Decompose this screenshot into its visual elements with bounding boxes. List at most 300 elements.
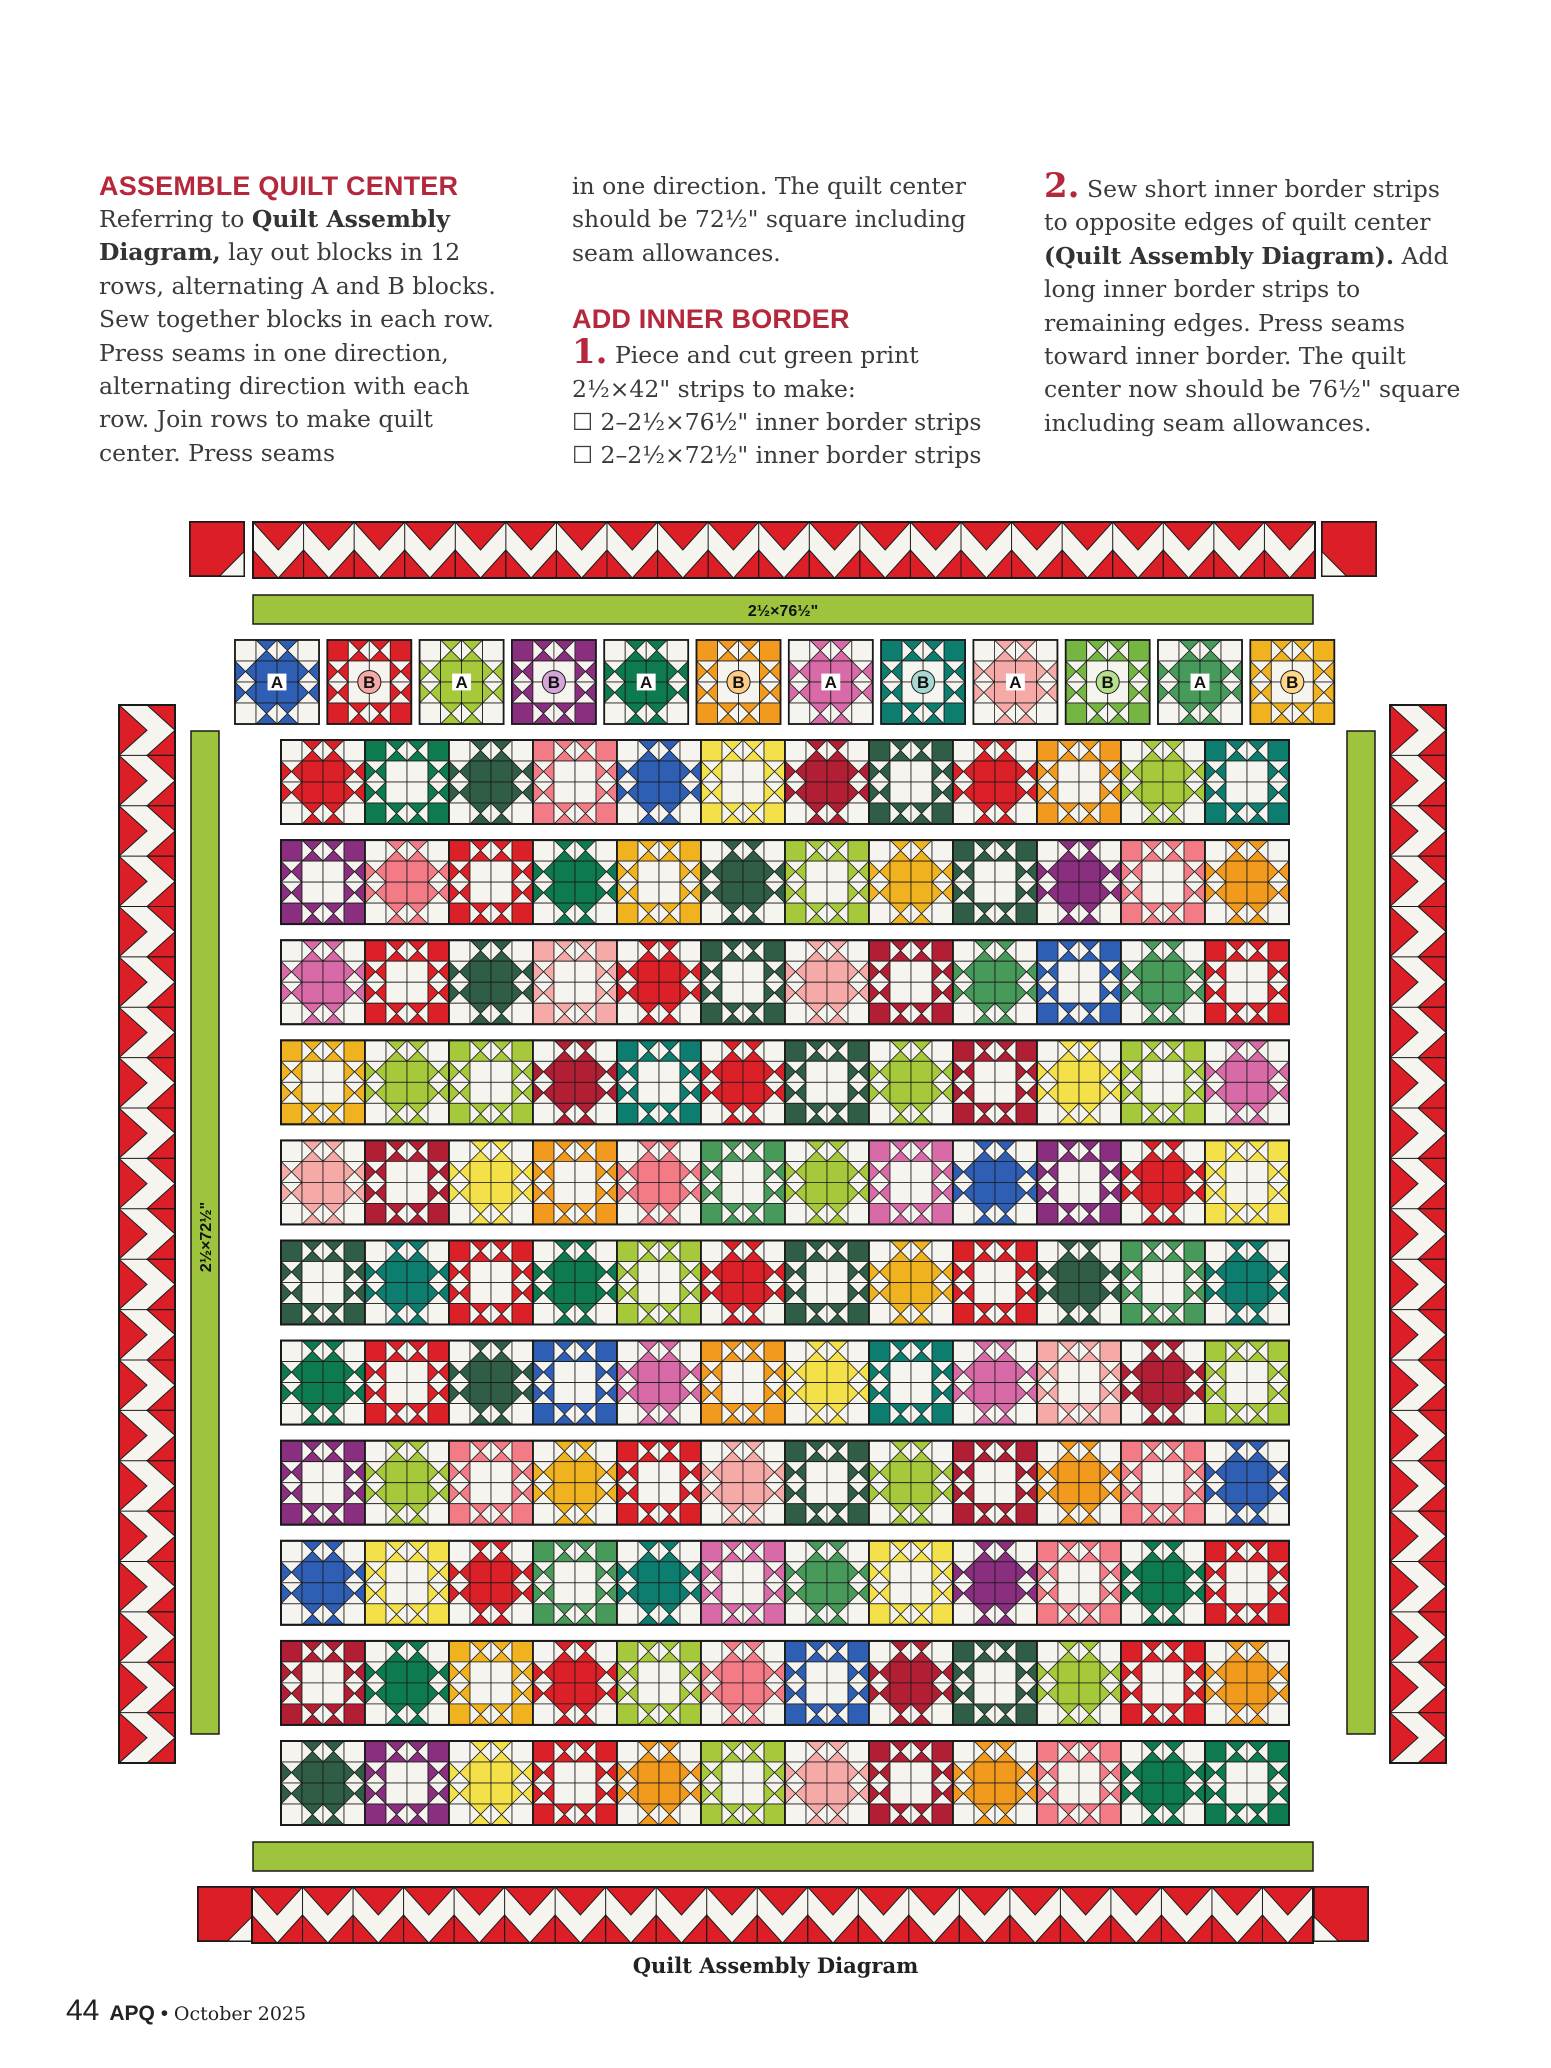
block-corner-patch — [428, 1704, 449, 1725]
block-center-patch — [722, 1082, 743, 1103]
block-corner-patch — [596, 1404, 617, 1425]
block-corner-patch — [281, 1003, 302, 1024]
block-center-patch — [1226, 961, 1247, 982]
block-corner-patch — [428, 1404, 449, 1425]
block-center-patch — [1058, 1182, 1079, 1203]
block-corner-patch — [1100, 1404, 1121, 1425]
block-center-patch — [1142, 1562, 1163, 1583]
block-center-patch — [974, 1262, 995, 1283]
block-corner-patch — [533, 1504, 554, 1525]
block-center-patch — [323, 1583, 344, 1604]
block-corner-patch — [680, 740, 701, 761]
block-center-patch — [1226, 1061, 1247, 1082]
block-center-patch — [1226, 1383, 1247, 1404]
block-center-patch — [1079, 1082, 1100, 1103]
block-center-patch — [1247, 1082, 1268, 1103]
block-corner-patch — [764, 1341, 785, 1362]
block-center-patch — [470, 861, 491, 882]
block-row — [281, 1341, 1289, 1425]
block-center-patch — [1163, 882, 1184, 903]
block-corner-patch — [617, 1404, 638, 1425]
block-center-patch — [806, 782, 827, 803]
block-corner-patch — [1121, 940, 1142, 961]
block-center-patch — [1247, 1182, 1268, 1203]
block-center-patch — [974, 1483, 995, 1504]
block-corner-patch — [1037, 1341, 1058, 1362]
block-center-patch — [1247, 961, 1268, 982]
block-corner-patch — [1037, 940, 1058, 961]
block-center-patch — [407, 1082, 428, 1103]
block-corner-patch — [1268, 940, 1289, 961]
block-center-patch — [1247, 1161, 1268, 1182]
pieced-border-top — [253, 522, 1315, 578]
block-row — [281, 1040, 1289, 1124]
block-center-patch — [386, 1262, 407, 1283]
block-corner-patch — [1205, 1541, 1226, 1562]
block-corner-patch — [1100, 1641, 1121, 1662]
block-corner-patch — [365, 1404, 386, 1425]
block-center-patch — [470, 1362, 491, 1383]
block-corner-patch — [428, 1103, 449, 1124]
block-center-patch — [1163, 1462, 1184, 1483]
block-corner-patch — [1158, 703, 1179, 724]
block-center-patch — [638, 1662, 659, 1683]
block-corner-patch — [785, 1040, 806, 1061]
block-center-patch — [827, 761, 848, 782]
block-center-patch — [890, 1483, 911, 1504]
block-center-patch — [302, 1562, 323, 1583]
block-corner-patch — [680, 1341, 701, 1362]
block-corner-patch — [785, 1140, 806, 1161]
block-corner-patch — [617, 740, 638, 761]
block-center-patch — [1226, 761, 1247, 782]
block-corner-patch — [1184, 1040, 1205, 1061]
block-center-patch — [491, 1283, 512, 1304]
block-center-patch — [491, 861, 512, 882]
block-center-patch — [386, 1362, 407, 1383]
block-center-patch — [743, 1362, 764, 1383]
block-center-patch — [1142, 782, 1163, 803]
block-center-patch — [890, 1362, 911, 1383]
block-corner-patch — [1016, 1641, 1037, 1662]
block-corner-patch — [1016, 1541, 1037, 1562]
block-corner-patch — [512, 1404, 533, 1425]
block-center-patch — [554, 1662, 575, 1683]
block-corner-patch — [764, 1040, 785, 1061]
step-text: Sew short inner border strips to opposite edges of quilt center — [1044, 175, 1440, 237]
block-corner-patch — [701, 1604, 722, 1625]
block-row — [281, 1741, 1289, 1825]
block-corner-patch — [428, 1604, 449, 1625]
block-center-patch — [722, 861, 743, 882]
block-corner-patch — [869, 1040, 890, 1061]
block-center-patch — [974, 1562, 995, 1583]
block-corner-patch — [1016, 1241, 1037, 1262]
block-center-patch — [722, 1262, 743, 1283]
labeled-block-row — [235, 640, 1334, 724]
block-corner-patch — [533, 1241, 554, 1262]
block-corner-patch — [789, 640, 810, 661]
block-center-patch — [386, 1783, 407, 1804]
block-center-patch — [659, 1562, 680, 1583]
block-corner-patch — [235, 703, 256, 724]
block-corner-patch — [365, 1804, 386, 1825]
block-corner-patch — [512, 840, 533, 861]
block-center-patch — [302, 761, 323, 782]
block-center-patch — [323, 1383, 344, 1404]
block-corner-patch — [1016, 1441, 1037, 1462]
block-center-patch — [575, 861, 596, 882]
block-corner-patch — [701, 1003, 722, 1024]
block-center-patch — [302, 1161, 323, 1182]
block-corner-patch — [764, 1441, 785, 1462]
block-center-patch — [743, 1383, 764, 1404]
block-center-patch — [470, 1462, 491, 1483]
block-corner-patch — [785, 803, 806, 824]
block-center-patch — [827, 1683, 848, 1704]
block-corner-patch — [1205, 1441, 1226, 1462]
block-corner-patch — [281, 1441, 302, 1462]
block-corner-patch — [596, 1341, 617, 1362]
block-corner-patch — [701, 1641, 722, 1662]
block-corner-patch — [449, 940, 470, 961]
block-corner-patch — [235, 640, 256, 661]
block-center-patch — [1079, 982, 1100, 1003]
block-center-patch — [659, 761, 680, 782]
block-center-patch — [491, 1082, 512, 1103]
block-corner-patch — [1268, 1441, 1289, 1462]
block-center-patch — [806, 1161, 827, 1182]
block-center-patch — [407, 1483, 428, 1504]
inner-border-strip-bottom — [253, 1842, 1313, 1871]
block-center-patch — [470, 1662, 491, 1683]
heading-add-inner-border: ADD INNER BORDER — [572, 304, 850, 335]
block-corner-patch — [617, 1304, 638, 1325]
block-corner-patch — [365, 1203, 386, 1224]
block-corner-patch — [848, 1441, 869, 1462]
block-corner-patch — [617, 1641, 638, 1662]
block-center-patch — [1247, 761, 1268, 782]
block-center-patch — [1142, 1383, 1163, 1404]
block-corner-patch — [785, 1541, 806, 1562]
block-corner-patch — [1205, 1040, 1226, 1061]
block-label: A — [1193, 673, 1207, 692]
block-center-patch — [1226, 1562, 1247, 1583]
block-center-patch — [974, 1283, 995, 1304]
block-corner-patch — [1205, 1241, 1226, 1262]
block-center-patch — [1079, 882, 1100, 903]
block-corner-patch — [1121, 1103, 1142, 1124]
block-corner-patch — [449, 1103, 470, 1124]
block-corner-patch — [680, 1441, 701, 1462]
block-corner-patch — [617, 1504, 638, 1525]
block-corner-patch — [281, 1704, 302, 1725]
block-corner-patch — [701, 740, 722, 761]
block-center-patch — [386, 1182, 407, 1203]
block-center-patch — [575, 1462, 596, 1483]
block-center-patch — [1058, 961, 1079, 982]
block-corner-patch — [281, 1304, 302, 1325]
block-corner-patch — [1268, 1203, 1289, 1224]
block-center-patch — [974, 1161, 995, 1182]
block-corner-patch — [680, 1404, 701, 1425]
block-center-patch — [827, 961, 848, 982]
block-corner-patch — [617, 1604, 638, 1625]
block-center-patch — [1226, 1662, 1247, 1683]
block-center-patch — [638, 982, 659, 1003]
block-center-patch — [806, 1483, 827, 1504]
block-corner-patch — [1037, 1140, 1058, 1161]
block-center-patch — [1247, 1562, 1268, 1583]
block-corner-patch — [1268, 1103, 1289, 1124]
block-corner-patch — [1100, 1504, 1121, 1525]
block-corner-patch — [1121, 1203, 1142, 1224]
block-corner-patch — [344, 903, 365, 924]
block-corner-patch — [575, 703, 596, 724]
block-center-patch — [806, 1462, 827, 1483]
block-corner-patch — [1129, 640, 1150, 661]
block-corner-patch — [701, 1441, 722, 1462]
block-corner-patch — [596, 1641, 617, 1662]
block-corner-patch — [1100, 1604, 1121, 1625]
block-center-patch — [1226, 1161, 1247, 1182]
block-corner-patch — [785, 1604, 806, 1625]
block-center-patch — [575, 961, 596, 982]
block-center-patch — [890, 1683, 911, 1704]
block-corner-patch — [512, 1504, 533, 1525]
block-center-patch — [659, 1082, 680, 1103]
block-center-patch — [1226, 1262, 1247, 1283]
block-center-patch — [995, 1061, 1016, 1082]
block-label: A — [824, 673, 837, 692]
block-center-patch — [890, 1562, 911, 1583]
block-center-patch — [995, 982, 1016, 1003]
bold-reference: (Quilt Assembly Diagram). — [1044, 241, 1395, 270]
block-corner-patch — [1066, 703, 1087, 724]
pieced-border-left — [119, 705, 175, 1763]
block-center-patch — [890, 1383, 911, 1404]
block-corner-patch — [1121, 1641, 1142, 1662]
block-center-patch — [407, 1161, 428, 1182]
block-label: A — [270, 673, 284, 692]
block-center-patch — [827, 882, 848, 903]
block-center-patch — [743, 1082, 764, 1103]
block-corner-patch — [428, 1140, 449, 1161]
block-center-patch — [743, 1483, 764, 1504]
block-center-patch — [554, 1683, 575, 1704]
block-center-patch — [407, 1061, 428, 1082]
block-corner-patch — [596, 1241, 617, 1262]
block-corner-patch — [680, 803, 701, 824]
block-corner-patch — [596, 1541, 617, 1562]
block-corner-patch — [365, 803, 386, 824]
block-corner-patch — [701, 1404, 722, 1425]
block-corner-patch — [701, 1704, 722, 1725]
block-corner-patch — [365, 1003, 386, 1024]
block-corner-patch — [1158, 640, 1179, 661]
block-center-patch — [995, 1262, 1016, 1283]
block-corner-patch — [512, 1441, 533, 1462]
block-corner-patch — [953, 1641, 974, 1662]
block-corner-patch — [596, 740, 617, 761]
block-corner-patch — [764, 1304, 785, 1325]
block-center-patch — [1247, 1483, 1268, 1504]
block-center-patch — [1226, 1483, 1247, 1504]
block-center-patch — [323, 1662, 344, 1683]
block-center-patch — [743, 1283, 764, 1304]
block-corner-patch — [764, 1404, 785, 1425]
block-corner-patch — [932, 1003, 953, 1024]
block-center-patch — [911, 761, 932, 782]
short-strip-label: 2½×72½" — [198, 1201, 215, 1273]
block-center-patch — [911, 1462, 932, 1483]
block-center-patch — [407, 1762, 428, 1783]
block-center-patch — [302, 1783, 323, 1804]
block-corner-patch — [1016, 740, 1037, 761]
step-text: Piece and cut green print 2½×42" strips to make: — [572, 341, 919, 403]
block-corner-patch — [848, 803, 869, 824]
block-center-patch — [386, 1383, 407, 1404]
block-corner-patch — [1121, 1341, 1142, 1362]
block-center-patch — [1058, 761, 1079, 782]
block-center-patch — [638, 882, 659, 903]
block-center-patch — [743, 1683, 764, 1704]
block-corner-patch — [365, 903, 386, 924]
block-corner-patch — [932, 1441, 953, 1462]
block-corner-patch — [1184, 1604, 1205, 1625]
block-corner-patch — [944, 703, 965, 724]
block-corner-patch — [1205, 1140, 1226, 1161]
block-corner-patch — [1100, 1541, 1121, 1562]
block-center-patch — [722, 761, 743, 782]
block-center-patch — [386, 1562, 407, 1583]
block-corner-patch — [617, 1341, 638, 1362]
block-corner-patch — [428, 903, 449, 924]
block-corner-patch — [1268, 1604, 1289, 1625]
block-corner-patch — [1016, 1140, 1037, 1161]
block-corner-patch — [512, 1040, 533, 1061]
block-center-patch — [302, 1362, 323, 1383]
block-corner-patch — [512, 1103, 533, 1124]
block-center-patch — [470, 1182, 491, 1203]
block-corner-patch — [1037, 1241, 1058, 1262]
block-center-patch — [323, 1483, 344, 1504]
block-center-patch — [974, 1683, 995, 1704]
block-corner-patch — [617, 803, 638, 824]
block-corner-patch — [344, 1203, 365, 1224]
block-corner-patch — [932, 1704, 953, 1725]
block-center-patch — [1058, 1362, 1079, 1383]
block-corner-patch — [365, 1241, 386, 1262]
block-center-patch — [890, 1462, 911, 1483]
block-corner-patch — [932, 1304, 953, 1325]
block-label: B — [547, 673, 561, 692]
block-center-patch — [1079, 1383, 1100, 1404]
block-corner-patch — [701, 1541, 722, 1562]
corner-square-bottom-right — [1314, 1887, 1368, 1941]
block-corner-patch — [1205, 803, 1226, 824]
block-corner-patch — [428, 1504, 449, 1525]
block-corner-patch — [701, 1103, 722, 1124]
block-center-patch — [1079, 1283, 1100, 1304]
block-center-patch — [386, 782, 407, 803]
block-corner-patch — [512, 703, 533, 724]
block-corner-patch — [680, 903, 701, 924]
block-corner-patch — [596, 1103, 617, 1124]
block-center-patch — [491, 1662, 512, 1683]
block-center-patch — [743, 961, 764, 982]
block-center-patch — [302, 982, 323, 1003]
block-corner-patch — [869, 1504, 890, 1525]
block-center-patch — [575, 1383, 596, 1404]
block-corner-patch — [604, 640, 625, 661]
block-center-patch — [974, 1082, 995, 1103]
block-center-patch — [638, 861, 659, 882]
block-corner-patch — [344, 1641, 365, 1662]
block-corner-patch — [449, 1203, 470, 1224]
block-center-patch — [1079, 1583, 1100, 1604]
block-center-patch — [659, 1283, 680, 1304]
block-corner-patch — [281, 1504, 302, 1525]
block-center-patch — [659, 982, 680, 1003]
block-center-patch — [302, 861, 323, 882]
block-center-patch — [1058, 1583, 1079, 1604]
block-corner-patch — [1184, 1003, 1205, 1024]
block-center-patch — [554, 1362, 575, 1383]
block-corner-patch — [365, 1541, 386, 1562]
block-corner-patch — [596, 1040, 617, 1061]
block-corner-patch — [764, 1641, 785, 1662]
block-corner-patch — [596, 1203, 617, 1224]
block-corner-patch — [533, 840, 554, 861]
block-center-patch — [554, 1383, 575, 1404]
block-center-patch — [806, 1583, 827, 1604]
block-center-patch — [1079, 1161, 1100, 1182]
block-center-patch — [995, 1182, 1016, 1203]
block-corner-patch — [680, 1103, 701, 1124]
block-corner-patch — [932, 1203, 953, 1224]
block-center-patch — [890, 1262, 911, 1283]
block-corner-patch — [764, 1140, 785, 1161]
block-center-patch — [1142, 1283, 1163, 1304]
block-corner-patch — [1184, 1140, 1205, 1161]
block-center-patch — [1226, 1082, 1247, 1103]
block-corner-patch — [512, 1341, 533, 1362]
block-center-patch — [575, 1583, 596, 1604]
block-corner-patch — [512, 903, 533, 924]
block-label: B — [1101, 673, 1114, 692]
block-center-patch — [1142, 1462, 1163, 1483]
block-corner-patch — [449, 1604, 470, 1625]
block-center-patch — [386, 1061, 407, 1082]
block-corner-patch — [512, 1541, 533, 1562]
block-corner-patch — [869, 940, 890, 961]
block-center-patch — [1247, 882, 1268, 903]
block-corner-patch — [1121, 1241, 1142, 1262]
block-center-patch — [638, 1383, 659, 1404]
block-center-patch — [638, 1182, 659, 1203]
block-center-patch — [407, 1683, 428, 1704]
block-center-patch — [407, 961, 428, 982]
block-corner-patch — [1205, 1641, 1226, 1662]
block-center-patch — [1142, 1182, 1163, 1203]
block-corner-patch — [1037, 1641, 1058, 1662]
block-center-patch — [407, 1583, 428, 1604]
block-corner-patch — [449, 1241, 470, 1262]
block-center-patch — [1142, 1161, 1163, 1182]
block-corner-patch — [1121, 840, 1142, 861]
block-center-patch — [575, 1683, 596, 1704]
